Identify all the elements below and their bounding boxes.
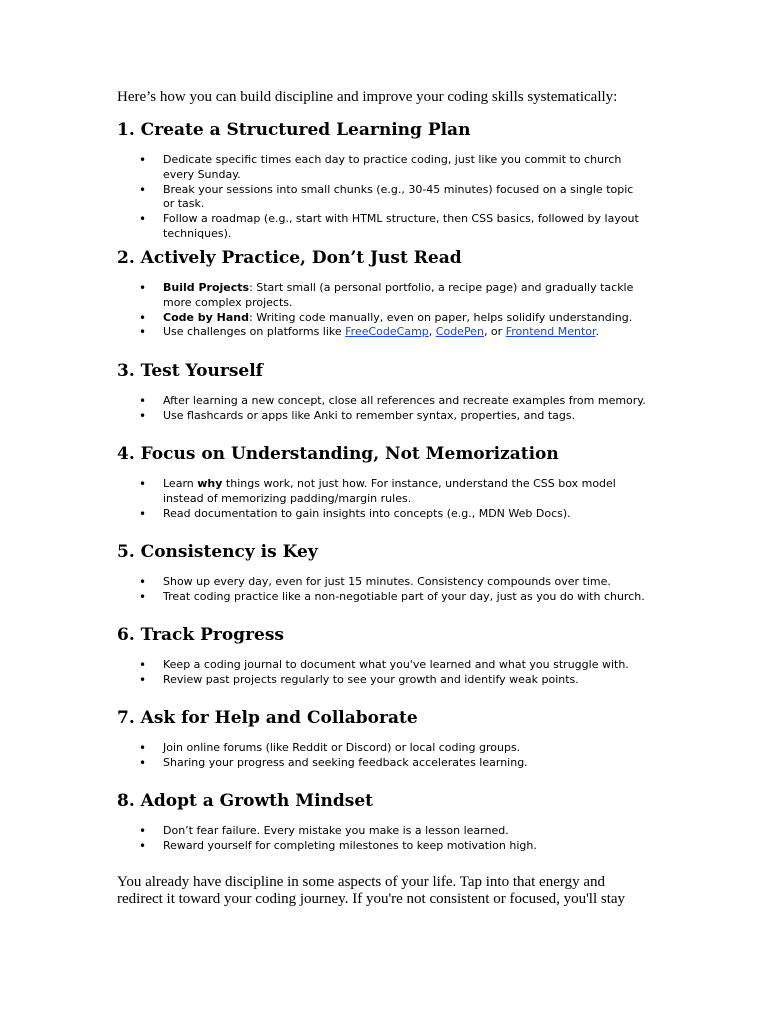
bullet-glyph: • [139, 506, 147, 521]
list-item [117, 673, 647, 688]
closing-paragraph: You already have discipline in some aspects of your life. Tap into that energy and redirect it toward your coding journey. If you're not consistent or focused, you'll stay [117, 874, 626, 907]
bullet-list [117, 575, 647, 605]
bullet-list [117, 824, 647, 854]
list-item [117, 741, 647, 756]
list-item [117, 394, 647, 409]
list-item [117, 590, 647, 605]
bullet-list [117, 477, 647, 521]
bullet-glyph: • [139, 589, 147, 604]
item-bold-text: Code by Hand [163, 310, 250, 324]
bullet-list [117, 658, 647, 688]
item-text: Break your sessions into small chunks (e.g., 30-45 minutes) focused on a single topic or task. [163, 182, 634, 211]
item-text: Keep a coding journal to document what you've learned and what you struggle with. [163, 658, 629, 671]
section-6 [117, 624, 677, 687]
section-heading: 8. Adopt a Growth Mindset [117, 791, 374, 811]
item-text: Treat coding practice like a non-negotiable part of your day, just as you do with church. [163, 589, 645, 603]
item-text: : Writing code manually, even on paper, helps solidify understanding. [249, 310, 633, 324]
bullet-glyph: • [139, 325, 147, 340]
item-text: Reward yourself for completing milestones to keep motivation high. [163, 838, 537, 852]
item-bold-text: Build Projects [163, 281, 250, 294]
section-1 [117, 119, 677, 240]
bullet-glyph: • [139, 672, 147, 687]
list-item [117, 153, 647, 183]
item-text: Join online forums (like Reddit or Discord) or local coding groups. [163, 741, 521, 754]
list-item [117, 325, 647, 340]
bullet-glyph: • [139, 153, 147, 167]
bullet-glyph: • [139, 310, 147, 325]
link-separator: , [428, 325, 436, 339]
item-text: Dedicate specific times each day to practice coding, just like you commit to church every Sunday. [163, 153, 622, 181]
bullet-glyph: • [139, 575, 147, 589]
item-bold-text: why [197, 477, 223, 490]
list-item [117, 507, 647, 522]
item-pre-text: Learn [163, 477, 198, 490]
item-text: Review past projects regularly to see your growth and identify weak points. [163, 672, 579, 686]
list-item [117, 212, 647, 242]
item-end: . [595, 325, 600, 339]
link-freecodecamp[interactable]: FreeCodeCamp [345, 325, 429, 339]
section-7 [117, 707, 677, 770]
section-heading: 6. Track Progress [117, 625, 284, 645]
section-heading: 5. Consistency is Key [117, 542, 318, 562]
link-codepen[interactable]: CodePen [435, 325, 484, 339]
bullet-glyph: • [139, 281, 147, 295]
list-item [117, 839, 647, 854]
bullet-glyph: • [139, 394, 147, 408]
list-item [117, 658, 647, 673]
bullet-glyph: • [139, 755, 147, 770]
item-text: Follow a roadmap (e.g., start with HTML structure, then CSS basics, followed by layout techniques). [163, 212, 639, 240]
section-8 [117, 790, 677, 853]
list-item [117, 409, 647, 424]
bullet-glyph: • [139, 741, 147, 755]
section-heading: 3. Test Yourself [117, 361, 263, 381]
list-item [117, 824, 647, 839]
bullet-glyph: • [139, 658, 147, 672]
bullet-glyph: • [139, 182, 147, 197]
link-separator: , or [483, 325, 506, 339]
section-2 [117, 247, 677, 340]
bullet-glyph: • [139, 824, 147, 838]
list-item [117, 281, 647, 311]
item-text: Sharing your progress and seeking feedback accelerates learning. [163, 755, 528, 769]
bullet-list [117, 281, 647, 340]
item-text: things work, not just how. For instance, understand the CSS box model instead of memorizing padding/margin rules. [163, 477, 616, 505]
intro-paragraph: Here’s how you can build discipline and improve your coding skills systematically: [117, 89, 618, 105]
item-text: : Start small (a personal portfolio, a recipe page) and gradually tackle more complex projects. [163, 281, 634, 309]
list-item [117, 477, 647, 507]
item-text: Read documentation to gain insights into concepts (e.g., MDN Web Docs). [163, 506, 571, 520]
bullet-glyph: • [139, 477, 147, 491]
list-item [117, 756, 647, 771]
bullet-glyph: • [139, 408, 147, 423]
section-heading: 7. Ask for Help and Collaborate [117, 708, 418, 728]
section-heading: 2. Actively Practice, Don’t Just Read [117, 248, 462, 268]
bullet-list [117, 741, 647, 771]
bullet-list [117, 394, 647, 424]
list-item [117, 575, 647, 590]
bullet-list [117, 153, 647, 242]
bullet-glyph: • [139, 212, 147, 227]
section-5 [117, 541, 677, 604]
section-4 [117, 443, 677, 521]
item-text: Use challenges on platforms like [163, 325, 346, 339]
link-frontend-mentor[interactable]: Frontend Mentor [505, 325, 596, 339]
item-text: Don’t fear failure. Every mistake you make is a lesson learned. [163, 824, 509, 837]
section-heading: 4. Focus on Understanding, Not Memorization [117, 444, 559, 464]
list-item [117, 311, 647, 326]
list-item [117, 183, 647, 213]
section-heading: 1. Create a Structured Learning Plan [117, 120, 471, 140]
item-text: Show up every day, even for just 15 minutes. Consistency compounds over time. [163, 575, 611, 588]
section-3 [117, 360, 677, 423]
item-text: Use flashcards or apps like Anki to remember syntax, properties, and tags. [163, 408, 576, 422]
bullet-glyph: • [139, 838, 147, 853]
item-text: After learning a new concept, close all references and recreate examples from memory. [163, 394, 646, 407]
